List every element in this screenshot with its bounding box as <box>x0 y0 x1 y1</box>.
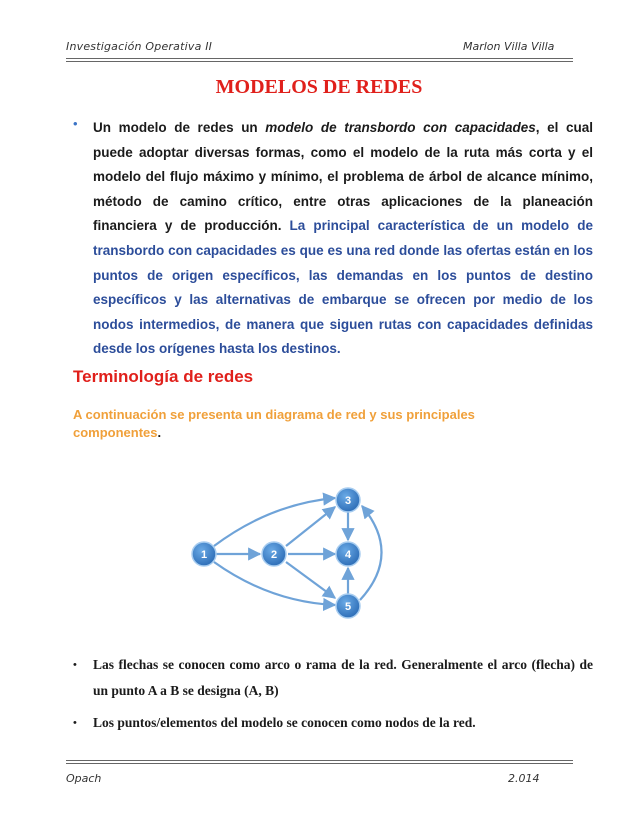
intro-emphasis: modelo de transbordo con capacidades <box>265 120 536 135</box>
footer-right: 2.014 <box>508 772 540 785</box>
footer-rule <box>66 760 573 761</box>
node-4-label: 4 <box>344 549 352 561</box>
intro-paragraph <box>73 116 593 362</box>
list-item <box>73 652 593 704</box>
node-5 <box>336 594 360 618</box>
header-rule-2 <box>66 61 573 62</box>
arc-2-5 <box>286 562 335 598</box>
intro-text <box>73 116 593 362</box>
intro-text-1: Un modelo de redes un <box>93 120 266 135</box>
list-item-text: Las flechas se conocen como arco o rama de la red. Generalmente el arco (flecha) de un punto A a B se designa (A, B) <box>93 657 593 698</box>
lead-text <box>73 406 553 442</box>
intro-text-2: , el cual puede adoptar diversas formas, como el modelo de la ruta más corta y el modelo del flujo máximo y mínimo, el problema de árbol de alcance mínimo, método de camino crítico, entre otras aplicaciones de la planeación financiera y de producción. <box>93 120 593 234</box>
list-item <box>73 710 593 736</box>
lead-text-main: A continuación se presenta un diagrama de red y sus principales componentes <box>73 407 475 440</box>
node-1 <box>192 542 216 566</box>
intro-highlight: La principal característica de un modelo de transbordo con capacidades es que es una red donde las ofertas están en los puntos de origen específicos, las demandas en los puntos de destino específicos y las alternativas de embarque se ofrecen por medio de los nodos intermedios, de manera que siguen rutas con capacidades definidas desde los orígenes hasta los destinos. <box>93 218 593 357</box>
header-left: Investigación Operativa II <box>66 40 213 53</box>
page-title: MODELOS DE REDES <box>215 76 423 98</box>
section-heading: Terminología de redes <box>73 367 254 386</box>
header-rule <box>66 58 573 59</box>
bullet-icon: • <box>73 717 77 729</box>
footer-left: Opach <box>66 772 102 785</box>
node-5-label: 5 <box>344 601 352 613</box>
lead-period: . <box>157 425 162 440</box>
node-2 <box>262 542 286 566</box>
header-right: Marlon Villa Villa <box>463 40 555 53</box>
arc-2-3 <box>286 507 335 546</box>
network-diagram <box>180 474 410 624</box>
node-1-label: 1 <box>200 549 208 561</box>
node-3 <box>336 488 360 512</box>
node-3-label: 3 <box>344 495 352 507</box>
bullet-icon: • <box>73 659 77 671</box>
arc-5-3 <box>360 506 382 600</box>
bullet-icon: • <box>73 116 78 131</box>
definitions-list <box>73 652 593 742</box>
node-4 <box>336 542 360 566</box>
network-svg <box>180 474 410 624</box>
footer-rule-2 <box>66 763 573 764</box>
list-item-text: Los puntos/elementos del modelo se conocen como nodos de la red. <box>93 715 476 730</box>
node-2-label: 2 <box>270 549 278 561</box>
